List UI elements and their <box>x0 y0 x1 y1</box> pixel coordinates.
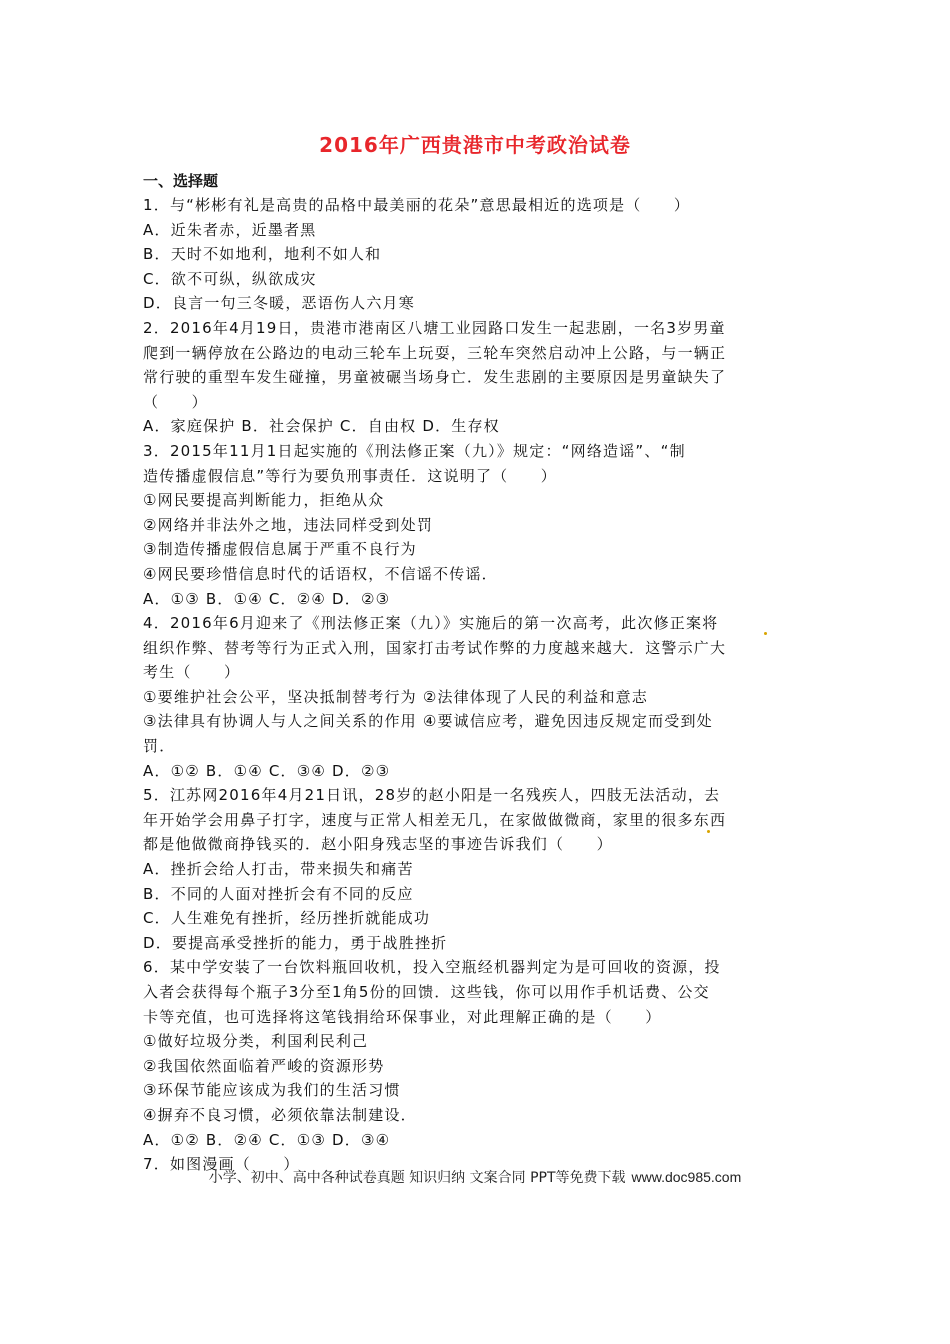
text-line: 常行驶的重型车发生碰撞，男童被碾当场身亡．发生悲剧的主要原因是男童缺失了 <box>143 368 727 387</box>
text-line: C．人生难免有挫折，经历挫折就能成功 <box>143 909 431 928</box>
text-line: ②网络并非法外之地，违法同样受到处罚 <box>143 515 434 534</box>
text-line: ④网民要珍惜信息时代的话语权，不信谣不传谣． <box>143 564 498 583</box>
text-line: 造传播虚假信息”等行为要负刑事责任．这说明了（ ） <box>143 466 557 485</box>
text-line: 6．某中学安装了一台饮料瓶回收机，投入空瓶经机器判定为是可回收的资源，投 <box>143 958 721 977</box>
text-line: （ ） <box>143 392 208 411</box>
text-line: ①做好垃圾分类，利国利民利己 <box>143 1032 369 1051</box>
footer-text: 小学、初中、高中各种试卷真题 知识归纳 文案合同 PPT等免费下载 <box>208 1170 626 1186</box>
text-line: A．①② B．②④ C．①③ D．③④ <box>143 1130 391 1149</box>
section-heading: 一、选择题 <box>143 172 219 190</box>
question-body <box>143 193 813 1177</box>
text-line: A．挫折会给人打击，带来损失和痛苦 <box>143 860 414 879</box>
text-line: 年开始学会用鼻子打字，速度与正常人相差无几，在家做做微商，家里的很多东西 <box>143 810 727 829</box>
text-line: 都是他做微商挣钱买的．赵小阳身残志坚的事迹告诉我们（ ） <box>143 835 613 854</box>
text-line: ③制造传播虚假信息属于严重不良行为 <box>143 540 417 559</box>
text-line: B．不同的人面对挫折会有不同的反应 <box>143 884 414 903</box>
text-line: D．要提高承受挫折的能力，勇于战胜挫折 <box>143 933 448 952</box>
text-line: 5．江苏网2016年4月21日讯，28岁的赵小阳是一名残疾人，四肢无法活动，去 <box>143 786 721 805</box>
text-line: ①网民要提高判断能力，拒绝从众 <box>143 491 385 510</box>
text-line: 入者会获得每个瓶子3分至1角5份的回馈．这些钱，你可以用作手机话费、公交 <box>143 983 710 1001</box>
text-line: ②我国依然面临着严峻的资源形势 <box>143 1056 385 1075</box>
text-line: 3．2015年11月1日起实施的《刑法修正案（九）》规定：“网络造谣”、“制 <box>143 441 686 460</box>
text-line: ③法律具有协调人与人之间关系的作用 ④要诚信应考，避免因违反规定而受到处 <box>143 712 713 731</box>
stray-dot-mark <box>707 830 710 833</box>
text-line: A．家庭保护 B．社会保护 C．自由权 D．生存权 <box>143 417 500 436</box>
page-footer <box>0 1167 950 1187</box>
stray-dot-mark <box>764 632 767 635</box>
text-line: 考生（ ） <box>143 663 241 682</box>
text-line: A．①② B．①④ C．③④ D．②③ <box>143 761 391 780</box>
text-line: D．良言一句三冬暖，恶语伤人六月寒 <box>143 294 415 313</box>
text-line: A．①③ B．①④ C．②④ D．②③ <box>143 589 391 608</box>
text-line: A．近朱者赤，近墨者黑 <box>143 220 317 239</box>
text-line: ①要维护社会公平，坚决抵制替考行为 ②法律体现了人民的利益和意志 <box>143 687 649 706</box>
text-line: ④摒弃不良习惯，必须依靠法制建设． <box>143 1105 417 1124</box>
text-line: 爬到一辆停放在公路边的电动三轮车上玩耍，三轮车突然启动冲上公路，与一辆正 <box>143 343 727 362</box>
text-line: B．天时不如地利，地利不如人和 <box>143 245 382 264</box>
text-line: 组织作弊、替考等行为正式入刑，国家打击考试作弊的力度越来越大．这警示广大 <box>143 638 727 657</box>
footer-url: www.doc985.com <box>631 1169 742 1185</box>
text-line: 2．2016年4月19日，贵港市港南区八塘工业园路口发生一起悲剧，一名3岁男童 <box>143 318 726 337</box>
text-line: 7．如图漫画（ ） <box>143 1155 300 1174</box>
text-line: C．欲不可纵，纵欲成灾 <box>143 269 317 288</box>
text-line: ③环保节能应该成为我们的生活习惯 <box>143 1081 401 1100</box>
text-line: 4．2016年6月迎来了《刑法修正案（九）》实施后的第一次高考，此次修正案将 <box>143 614 719 633</box>
exam-title: 2016年广西贵港市中考政治试卷 <box>319 133 631 157</box>
text-line: 1．与“彬彬有礼是高贵的品格中最美丽的花朵”意思最相近的选项是（ ） <box>143 196 691 214</box>
text-line: 卡等充值，也可选择将这笔钱捐给环保事业，对此理解正确的是（ ） <box>143 1007 662 1026</box>
text-line: 罚． <box>143 737 176 756</box>
